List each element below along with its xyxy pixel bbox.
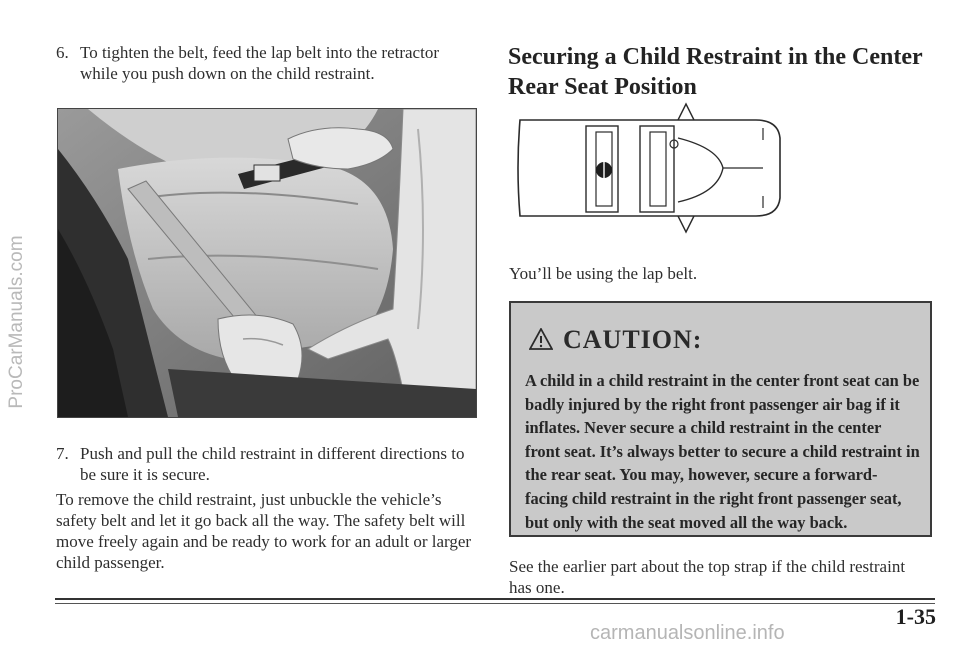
warning-triangle-icon: [529, 328, 553, 350]
step-7: [56, 443, 476, 485]
vehicle-seating-diagram: [508, 98, 788, 240]
step-6-number: 6.: [56, 43, 69, 62]
section-heading-line-2: Rear Seat Position: [508, 74, 697, 100]
caution-text: A child in a child restraint in the center front seat can be badly injured by the right front passenger air bag if it inflates. Never secure a child restraint in the center front seat. It’s always better to secure a child restraint in the rear seat. You may, however, secure a forward-facing child restraint in the right front passenger seat, but only with the seat moved all the way back.: [525, 371, 920, 532]
caution-box: [509, 301, 932, 537]
step-7-text: Push and pull the child restraint in different directions to be sure it is secure.: [80, 444, 465, 484]
page-number: 1-35: [895, 604, 936, 629]
child-restraint-photo: [57, 108, 477, 418]
section-heading-line-1: Securing a Child Restraint in the Center: [508, 44, 923, 70]
step-7-number: 7.: [56, 444, 69, 463]
child-restraint-photo-drawing: [58, 109, 476, 417]
footer-rule-top: [55, 598, 935, 600]
step-6-text: To tighten the belt, feed the lap belt into the retractor while you push down on the child restraint.: [80, 43, 439, 83]
remove-restraint-paragraph: To remove the child restraint, just unbuckle the vehicle’s safety belt and let it go back all the way. The safety belt will move freely again and be ready to work for an adult or larger child passenger.: [56, 490, 472, 572]
side-watermark: ProCarManuals.com: [6, 235, 27, 409]
section-heading: [508, 42, 938, 102]
top-strap-note: See the earlier part about the top strap if the child restraint has one.: [509, 557, 906, 597]
step-6: [56, 42, 476, 84]
caution-title: [529, 325, 702, 355]
footer-rule-bottom: [55, 603, 935, 604]
caution-title-text: CAUTION:: [563, 325, 703, 354]
lap-belt-note: You’ll be using the lap belt.: [509, 264, 698, 283]
bottom-watermark: carmanualsonline.info: [590, 622, 785, 644]
